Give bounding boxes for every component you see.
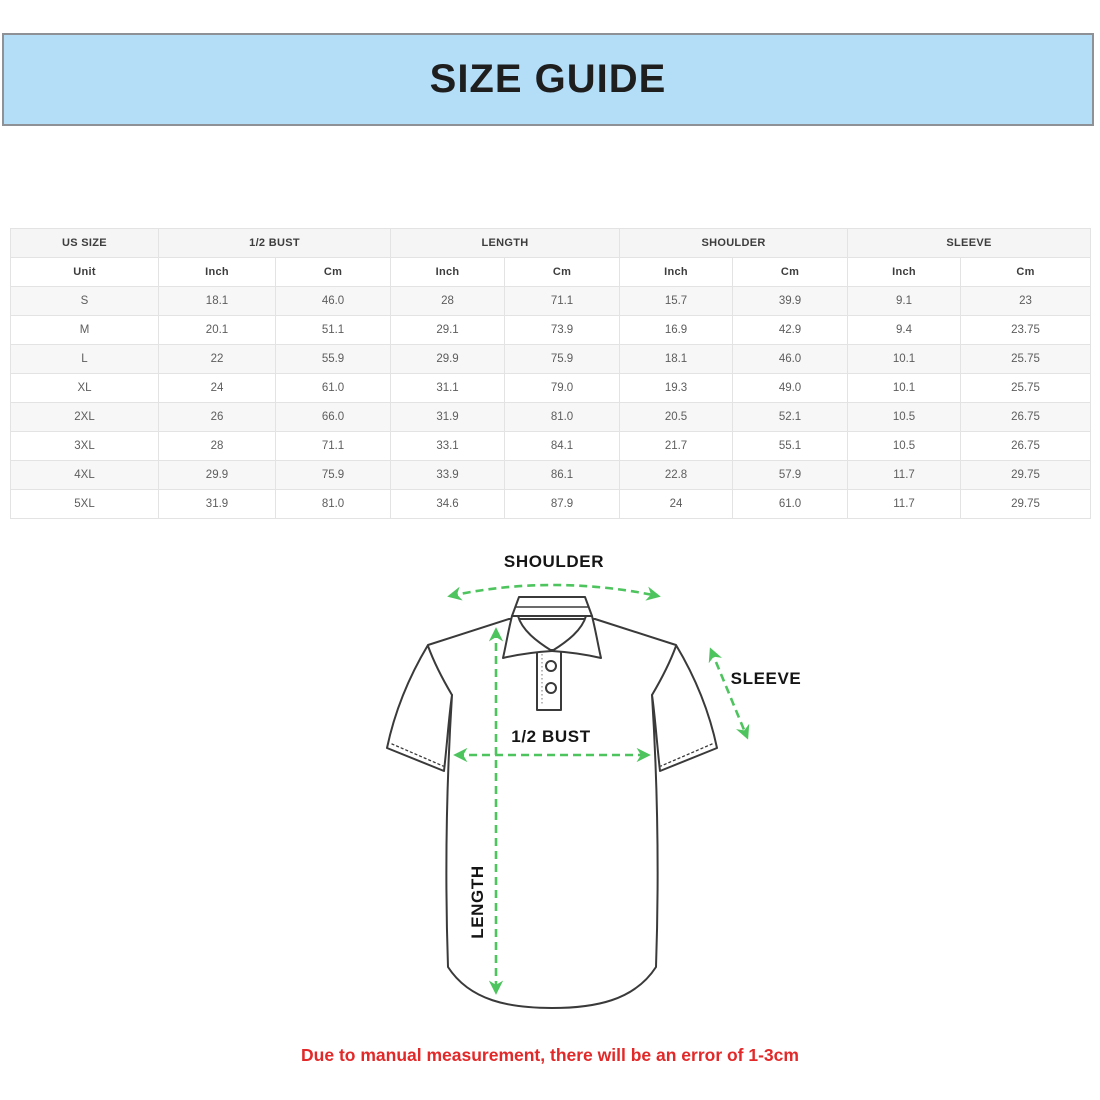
table-cell: 15.7: [620, 287, 733, 316]
table-cell: 26.75: [961, 403, 1091, 432]
placket: [537, 650, 561, 710]
table-cell: 10.1: [848, 345, 961, 374]
column-header: SLEEVE: [848, 229, 1091, 258]
table-cell: 28: [391, 287, 505, 316]
table-cell: 55.1: [733, 432, 848, 461]
table-cell: 20.5: [620, 403, 733, 432]
table-group-header-row: [11, 229, 1091, 258]
table-cell: 10.5: [848, 403, 961, 432]
table-cell: 21.7: [620, 432, 733, 461]
table-row: [11, 374, 1091, 403]
unit-header: Unit: [11, 258, 159, 287]
table-cell: 75.9: [505, 345, 620, 374]
polo-shirt-illustration: [370, 540, 810, 1040]
table-row: [11, 403, 1091, 432]
table-cell: 66.0: [276, 403, 391, 432]
table-cell: 16.9: [620, 316, 733, 345]
table-cell: 25.75: [961, 345, 1091, 374]
table-cell: 79.0: [505, 374, 620, 403]
table-cell: 49.0: [733, 374, 848, 403]
table-row: [11, 316, 1091, 345]
table-cell: 71.1: [505, 287, 620, 316]
table-cell: 42.9: [733, 316, 848, 345]
table-cell: 9.1: [848, 287, 961, 316]
table-cell: 9.4: [848, 316, 961, 345]
size-guide-banner: [2, 33, 1094, 126]
size-table: [10, 228, 1091, 519]
table-cell: 19.3: [620, 374, 733, 403]
table-cell: 2XL: [11, 403, 159, 432]
table-row: [11, 461, 1091, 490]
table-row: [11, 287, 1091, 316]
table-cell: 23.75: [961, 316, 1091, 345]
table-cell: 26.75: [961, 432, 1091, 461]
shoulder-label: SHOULDER: [503, 552, 605, 571]
table-cell: 22: [159, 345, 276, 374]
bust-label: 1/2 BUST: [511, 727, 591, 746]
table-cell: 51.1: [276, 316, 391, 345]
table-cell: 24: [159, 374, 276, 403]
table-cell: 4XL: [11, 461, 159, 490]
table-unit-row: [11, 258, 1091, 287]
table-row: [11, 345, 1091, 374]
table-cell: 22.8: [620, 461, 733, 490]
page-title: SIZE GUIDE: [429, 57, 667, 101]
table-row: [11, 490, 1091, 519]
table-cell: L: [11, 345, 159, 374]
table-cell: 29.1: [391, 316, 505, 345]
table-cell: 3XL: [11, 432, 159, 461]
unit-header: Cm: [733, 258, 848, 287]
table-cell: 33.9: [391, 461, 505, 490]
table-cell: 75.9: [276, 461, 391, 490]
table-cell: S: [11, 287, 159, 316]
table-cell: 28: [159, 432, 276, 461]
column-header: 1/2 BUST: [159, 229, 391, 258]
table-cell: 34.6: [391, 490, 505, 519]
unit-header: Cm: [505, 258, 620, 287]
unit-header: Inch: [848, 258, 961, 287]
table-cell: 81.0: [276, 490, 391, 519]
column-header: LENGTH: [391, 229, 620, 258]
table-cell: 29.75: [961, 490, 1091, 519]
table-cell: 24: [620, 490, 733, 519]
table-cell: 87.9: [505, 490, 620, 519]
table-cell: 29.9: [391, 345, 505, 374]
unit-header: Cm: [276, 258, 391, 287]
table-cell: 57.9: [733, 461, 848, 490]
sleeve-label: SLEEVE: [730, 669, 802, 688]
table-cell: XL: [11, 374, 159, 403]
table-cell: 10.5: [848, 432, 961, 461]
unit-header: Inch: [391, 258, 505, 287]
table-cell: 86.1: [505, 461, 620, 490]
table-cell: 29.9: [159, 461, 276, 490]
table-cell: 23: [961, 287, 1091, 316]
table-cell: 20.1: [159, 316, 276, 345]
table-cell: 25.75: [961, 374, 1091, 403]
table-row: [11, 432, 1091, 461]
shoulder-arrow: [450, 585, 658, 596]
unit-header: Inch: [620, 258, 733, 287]
table-cell: 18.1: [620, 345, 733, 374]
shirt-diagram: [370, 540, 810, 1040]
table-cell: 52.1: [733, 403, 848, 432]
table-cell: 81.0: [505, 403, 620, 432]
table-cell: 61.0: [276, 374, 391, 403]
table-cell: 73.9: [505, 316, 620, 345]
column-header: US SIZE: [11, 229, 159, 258]
table-cell: 46.0: [276, 287, 391, 316]
table-cell: 29.75: [961, 461, 1091, 490]
table-cell: 84.1: [505, 432, 620, 461]
table-cell: 61.0: [733, 490, 848, 519]
table-cell: 31.9: [159, 490, 276, 519]
table-cell: 11.7: [848, 461, 961, 490]
table-cell: 26: [159, 403, 276, 432]
length-label: LENGTH: [468, 865, 487, 939]
measurement-disclaimer: Due to manual measurement, there will be an error of 1-3cm: [301, 1045, 799, 1065]
sleeve-arrow: [711, 650, 747, 737]
column-header: SHOULDER: [620, 229, 848, 258]
table-cell: 10.1: [848, 374, 961, 403]
table-cell: 39.9: [733, 287, 848, 316]
table-cell: 33.1: [391, 432, 505, 461]
table-cell: 55.9: [276, 345, 391, 374]
table-cell: 31.9: [391, 403, 505, 432]
table-cell: 46.0: [733, 345, 848, 374]
unit-header: Inch: [159, 258, 276, 287]
unit-header: Cm: [961, 258, 1091, 287]
table-cell: 31.1: [391, 374, 505, 403]
table-cell: 11.7: [848, 490, 961, 519]
table-cell: 18.1: [159, 287, 276, 316]
table-cell: 71.1: [276, 432, 391, 461]
table-cell: M: [11, 316, 159, 345]
table-cell: 5XL: [11, 490, 159, 519]
